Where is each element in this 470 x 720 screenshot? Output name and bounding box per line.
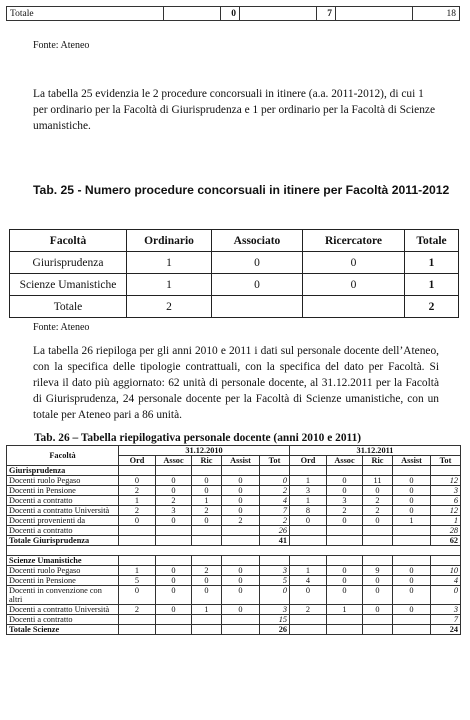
table-row [7,566,461,576]
cell-value: 4 [290,576,327,586]
cell-value: 2 [192,506,222,516]
cell-value [192,526,222,536]
cell-value: 2 [119,486,156,496]
table-row [7,486,461,496]
cell-value: 0 [192,476,222,486]
cell-value: 10 [431,566,461,576]
cell-value: 2 [327,506,363,516]
table-row [7,576,461,586]
cell-value: 26 [260,625,290,635]
cell-value [156,526,192,536]
cell-value: 0 [156,516,192,526]
cell-value: 0 [363,605,393,615]
cell-value: 6 [431,496,461,506]
cell-value: 0 [363,576,393,586]
cell-value: 3 [290,486,327,496]
cell-value: 0 [156,476,192,486]
row-label: Docenti a contratto [7,526,119,536]
cell-value: 2 [192,566,222,576]
cell-value: 3 [156,506,192,516]
col-header-facolta: Facoltà [7,446,119,466]
cell-value: 0 [156,486,192,496]
cell-value: 11 [363,476,393,486]
cell-value: 0 [327,486,363,496]
cell-value: 0 [327,586,363,605]
cell-value: 2 [363,506,393,516]
cell-value [393,615,431,625]
table-row: Totale 2 2 [10,296,459,318]
cell-value: 0 [192,586,222,605]
paragraph-tab25: La tabella 25 evidenzia le 2 procedure concorsuali in itinere (a.a. 2011-2012), di cui 1 per ordinario per la Facoltà di Giurisprudenza e 1 per ordinario per la Facoltà di Scienze umanistiche. [33,88,435,132]
cell-value: 1 [393,516,431,526]
cell-value [363,536,393,546]
cell-value: 2 [119,605,156,615]
table-row [7,586,461,605]
row-label: Docenti a contratto [7,496,119,506]
cell-value [222,526,260,536]
cell-value: 0 [156,586,192,605]
tab26-title: Tab. 26 – Tabella riepilogativa personale docente (anni 2010 e 2011) [34,432,362,444]
cell-value: 9 [363,566,393,576]
table-row [7,556,461,566]
cell-value: 7 [431,615,461,625]
source-note: Fonte: Ateneo [33,40,90,51]
tab26-body [7,466,461,635]
cell-value: 1 [327,605,363,615]
table-row: Scienze Umanistiche 1 0 0 1 [10,274,459,296]
cell-value: 0 [222,605,260,615]
table-row [7,526,461,536]
section-label: Giurisprudenza [7,466,119,476]
cell-value: 5 [119,576,156,586]
cell-value [222,536,260,546]
table-row: Giurisprudenza 1 0 0 1 [10,252,459,274]
cell-value: 0 [393,486,431,496]
cell-value: 2 [260,486,290,496]
cell-value: 3 [431,486,461,496]
cell-value [156,625,192,635]
cell-value: 0 [156,566,192,576]
cell-value: 4 [431,576,461,586]
cell-value: 1 [119,496,156,506]
cell-value: 0 [327,516,363,526]
cell-value: 0 [222,486,260,496]
cell-value: 1 [290,496,327,506]
cell-value: 4 [260,496,290,506]
cell-value: 0 [290,586,327,605]
row-label: Totale [7,7,164,21]
cell-value [119,526,156,536]
cell-value [363,625,393,635]
table-row [7,536,461,546]
cell-value: 0 [290,516,327,526]
table-row [7,516,461,526]
tab25-table [9,229,459,318]
cell-value [327,536,363,546]
row-label: Docenti ruolo Pegaso [7,566,119,576]
cell-value [222,625,260,635]
cell-value: 1 [192,496,222,506]
col-header: Totale [405,230,459,252]
cell-value: 41 [260,536,290,546]
source-note: Fonte: Ateneo [33,322,90,333]
cell-value: 0 [431,586,461,605]
cell-value: 1 [192,605,222,615]
cell-value: 8 [290,506,327,516]
table-header-row [7,446,461,456]
cell-value: 0 [363,516,393,526]
cell-value: 0 [327,476,363,486]
cell-value: 0 [260,476,290,486]
cell-value [192,615,222,625]
cell-value: 0 [192,516,222,526]
cell-value [192,625,222,635]
row-label: Docenti provenienti da [7,516,119,526]
cell-value: 1 [431,516,461,526]
cell-value: 2 [119,506,156,516]
cell-value: 0 [393,506,431,516]
cell-value: 7 [260,506,290,516]
table-row [7,615,461,625]
row-label: Docenti a contratto Università [7,605,119,615]
row-label: Docenti in convenzione con altri [7,586,119,605]
col-header-year: 31.12.2011 [290,446,461,456]
cell-value: 0 [222,576,260,586]
table-header-row [10,230,459,252]
row-label: Docenti ruolo Pegaso [7,476,119,486]
cell-value: 0 [363,486,393,496]
cell-value: 3 [260,566,290,576]
col-header: Associato [212,230,303,252]
table-row [7,546,461,556]
cell-value: 0 [192,486,222,496]
cell-value: 26 [260,526,290,536]
table-subheader-row: Ord Assoc Ric Assist Tot Ord Assoc Ric Assist Tot [7,456,461,466]
cell-value: 24 [431,625,461,635]
cell-value [393,536,431,546]
cell-value [222,615,260,625]
cell-value [192,536,222,546]
cell-value [156,536,192,546]
row-label: Docenti a contratto [7,615,119,625]
col-header: Facoltà [10,230,127,252]
row-label: Totale Giurisprudenza [7,536,119,546]
table-row [7,466,461,476]
cell-value: 0 [119,476,156,486]
cell-value [327,526,363,536]
table-row [7,625,461,635]
cell-value: 0 [222,566,260,576]
cell-value [119,625,156,635]
cell-value: 3 [327,496,363,506]
cell-value: 0 [222,586,260,605]
cell-value: 0 [119,586,156,605]
section-label: Scienze Umanistiche [7,556,119,566]
cell-value [393,625,431,635]
cell-value: 0 [222,476,260,486]
cell-value: 0 [393,586,431,605]
tab26-table [6,445,461,635]
cell-value: 0 [327,576,363,586]
cell-value: 62 [431,536,461,546]
col-header-year: 31.12.2010 [119,446,290,456]
cell-value: 3 [260,605,290,615]
cell-value: 0 [363,586,393,605]
cell-value: 1 [290,476,327,486]
col-header: Ordinario [127,230,212,252]
table-row [7,476,461,486]
cell-value: 15 [260,615,290,625]
cell-value [290,615,327,625]
row-label: Totale Scienze [7,625,119,635]
cell-value: 0 [192,576,222,586]
cell-value: 0 [156,576,192,586]
cell-value: 0 [222,506,260,516]
col-header: Ricercatore [303,230,405,252]
cell-value [290,536,327,546]
cell-value: 12 [431,476,461,486]
cell-value: 0 [393,605,431,615]
cell-value: 3 [431,605,461,615]
cell-value [290,526,327,536]
cell-value: 2 [290,605,327,615]
table-row [7,605,461,615]
cell-value: 0 [156,605,192,615]
cell-value: 0 [393,476,431,486]
cell-value [156,615,192,625]
previous-table-total-row [6,6,460,21]
row-label: Docenti a contratto Università [7,506,119,516]
cell-value: 0 [393,566,431,576]
row-label: Docenti in Pensione [7,576,119,586]
table-row [7,506,461,516]
cell-value: 2 [363,496,393,506]
cell-value: 1 [290,566,327,576]
cell-value [290,625,327,635]
table-row: Totale 0 7 18 [7,7,460,21]
table-row [7,496,461,506]
cell-value: 0 [393,496,431,506]
cell-value: 1 [119,566,156,576]
cell-value [119,615,156,625]
tab25-title: Tab. 25 - Numero procedure concorsuali in itinere per Facoltà 2011-2012 [33,183,450,197]
cell-value [363,615,393,625]
cell-value: 2 [222,516,260,526]
cell-value [327,625,363,635]
cell-value [327,615,363,625]
cell-value [363,526,393,536]
cell-value: 0 [327,566,363,576]
cell-value: 2 [260,516,290,526]
cell-value: 28 [431,526,461,536]
cell-value: 12 [431,506,461,516]
cell-value: 2 [156,496,192,506]
paragraph-tab26: La tabella 26 riepiloga per gli anni 2010 e 2011 i dati sul personale docente dell’Ateneo, con la specifica delle tipologie contrattuali, con la specifica del dato per Facoltà. Si rileva il dato più aggiornato: 62 unità di personale docente, al 31.12.2011 per la Facoltà di Giurisprudenza, 24 personale docente per la Facoltà di Scienze umanistiche, con un totale per Ateneo pari a 86 unità. [33,345,439,421]
cell-value: 5 [260,576,290,586]
cell-value: 0 [393,576,431,586]
cell-value: 0 [260,586,290,605]
cell-value [119,536,156,546]
row-label: Docenti in Pensione [7,486,119,496]
cell-value [393,526,431,536]
cell-value: 0 [119,516,156,526]
cell-value: 0 [222,496,260,506]
